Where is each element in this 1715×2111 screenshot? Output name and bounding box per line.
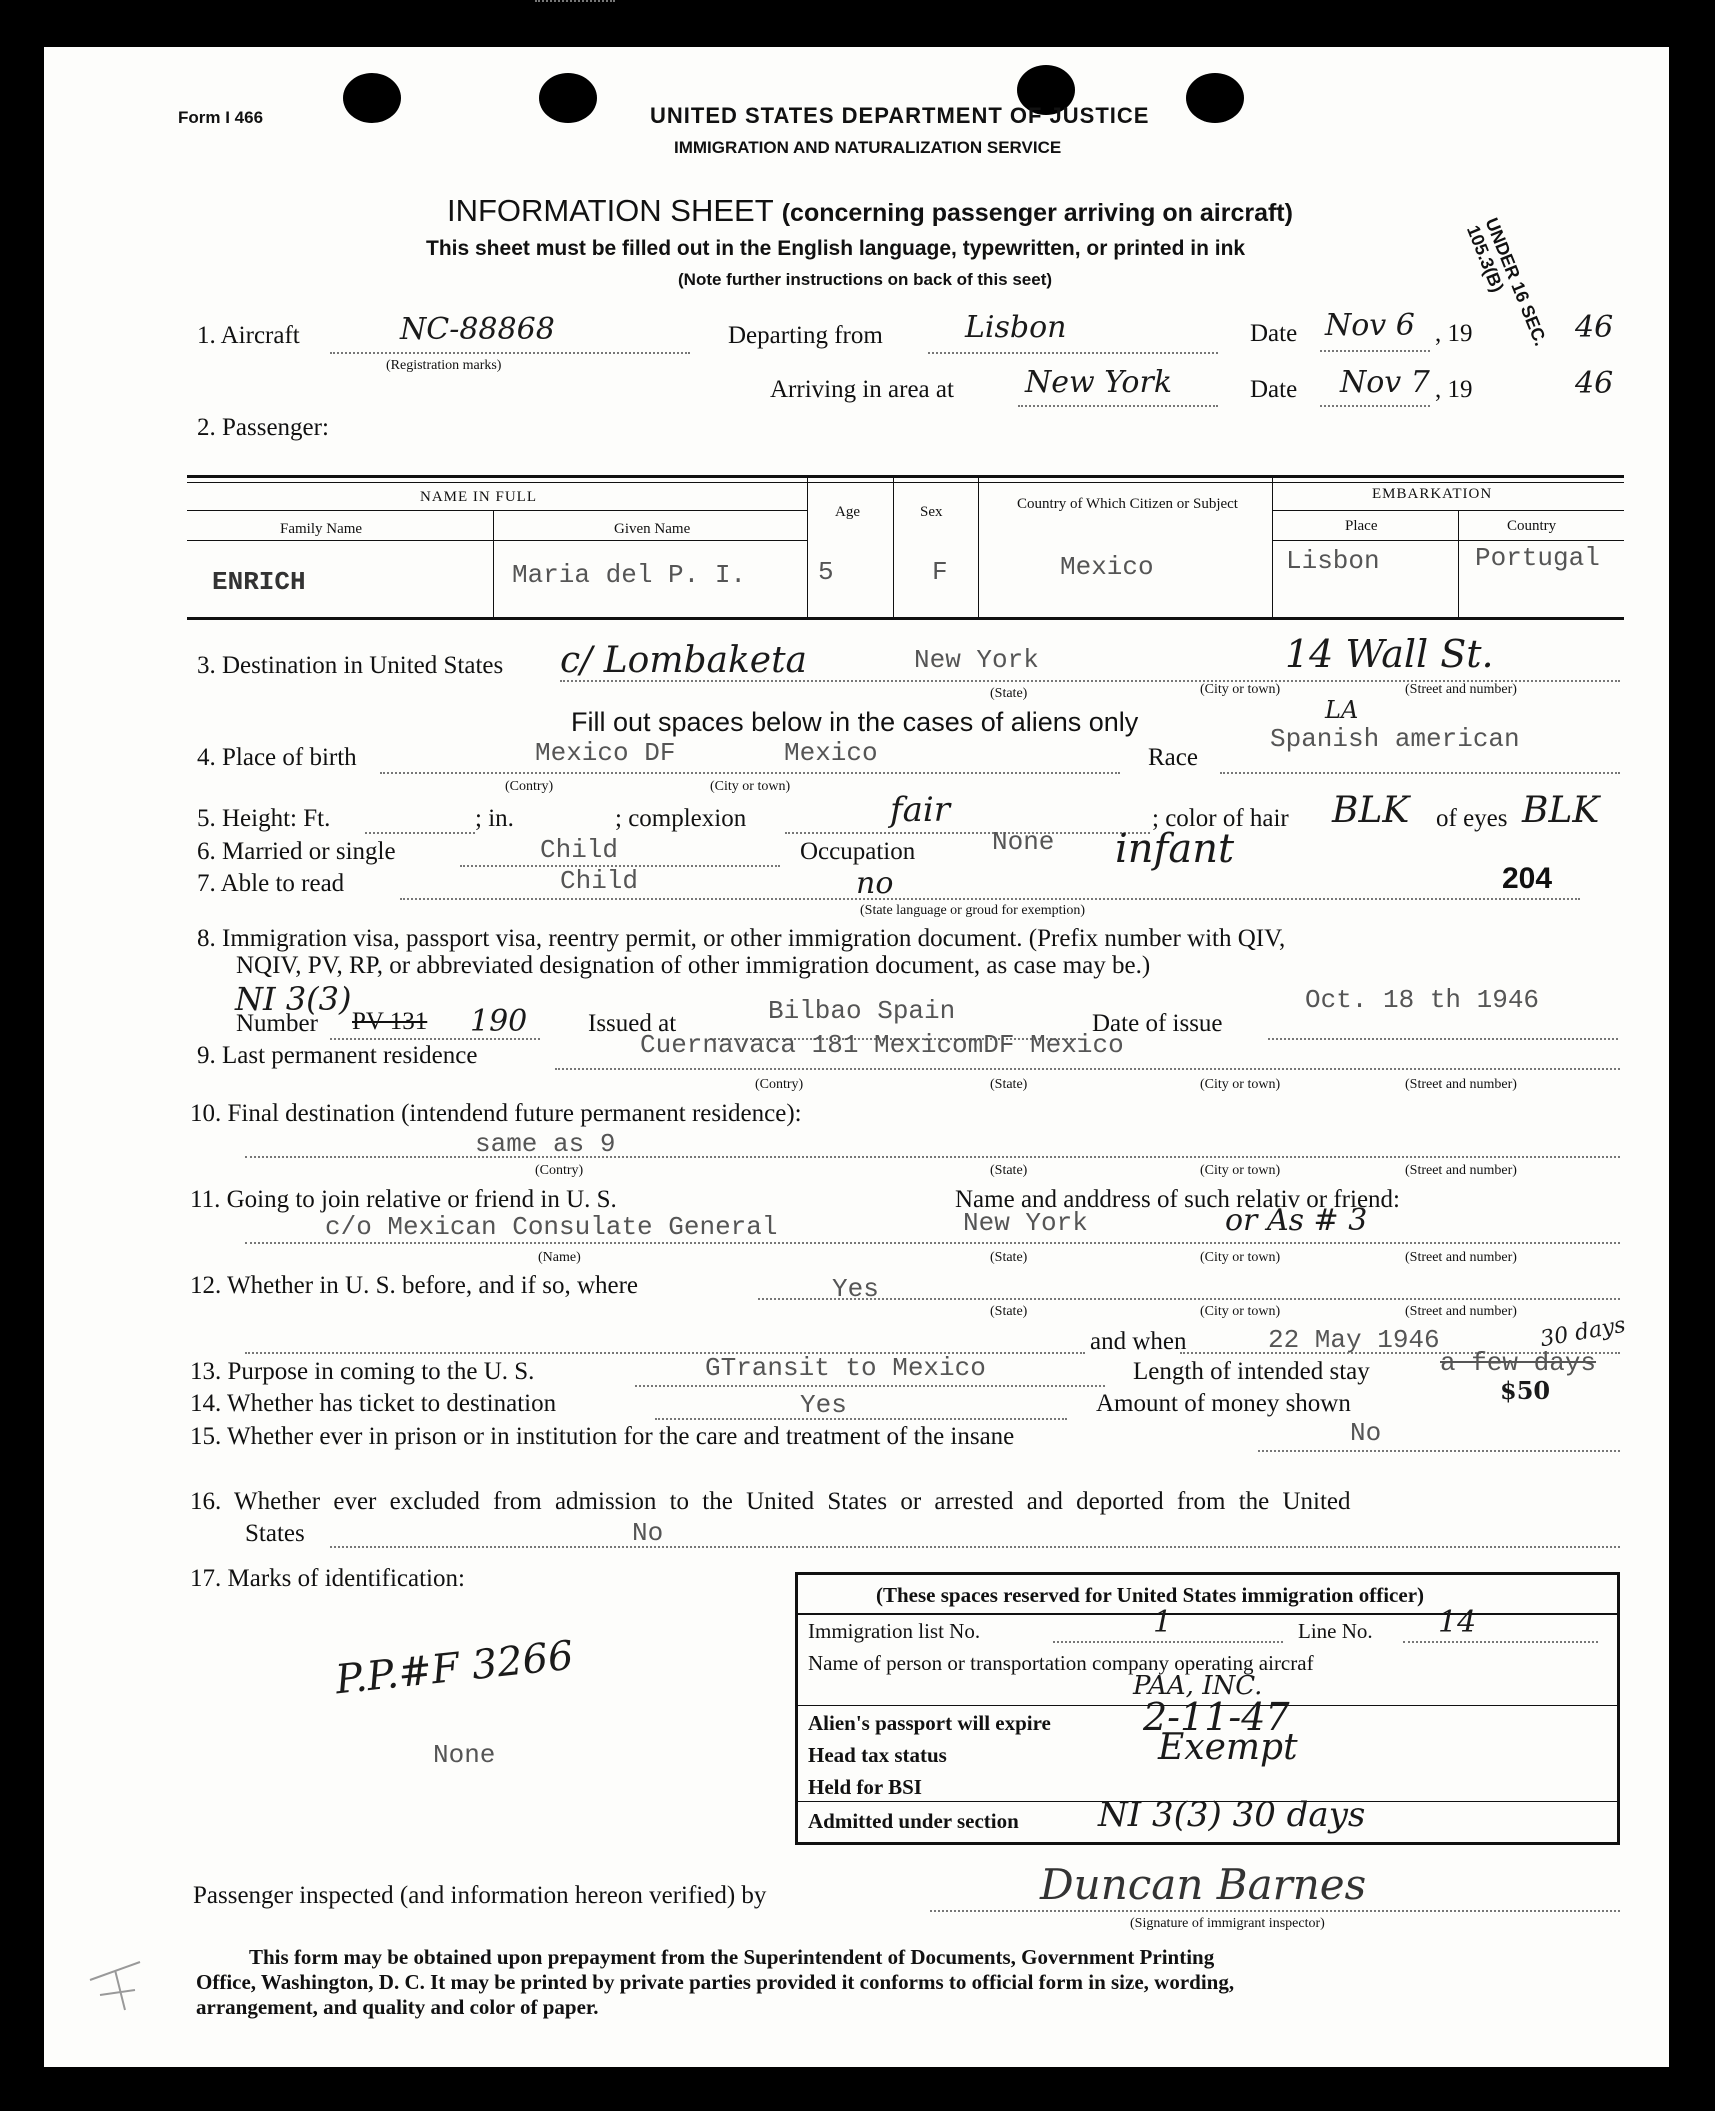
dest-cap-city: (City or town): [1200, 682, 1281, 697]
race-label: Race: [1148, 744, 1198, 771]
title-main: INFORMATION SHEET: [447, 193, 774, 228]
ticket-line: [655, 1418, 1067, 1420]
final-dest-line: [245, 1156, 1620, 1158]
read-hand: no: [856, 866, 894, 901]
issued-at-value: Bilbao Spain: [768, 996, 956, 1026]
visa-label-1: 8. Immigration visa, passport visa, reentry permit, or other immigration document. (Prefix number with QIV,: [197, 925, 1286, 952]
birthplace-label: 4. Place of birth: [197, 744, 357, 771]
race-hand: LA: [1325, 696, 1359, 724]
admitted-section-value: NI 3(3) 30 days: [1098, 1795, 1366, 1835]
ticket-value: Yes: [800, 1390, 847, 1420]
join-cap-city: (City or town): [1200, 1250, 1281, 1265]
join-cap-state: (State): [990, 1250, 1028, 1265]
depart-date-label: Date: [1250, 320, 1298, 347]
fd-cap-state: (State): [990, 1163, 1028, 1178]
officer-box-title: (These spaces reserved for United States immigration officer): [876, 1583, 1425, 1607]
destination-label: 3. Destination in United States: [197, 652, 504, 679]
aircraft-value: NC-88868: [400, 312, 555, 347]
fd-cap-street: (Street and number): [1405, 1163, 1517, 1178]
passport-expire-label: Alien's passport will expire: [808, 1711, 1051, 1735]
final-dest-value: same as 9: [475, 1129, 616, 1159]
title-sub: (concerning passenger arriving on aircraft): [781, 199, 1293, 227]
residence-value: Cuernavaca 181 MexicomDF Mexico: [640, 1030, 1124, 1060]
depart-date-line: [1320, 350, 1430, 352]
final-dest-label: 10. Final destination (intendend future permanent residence):: [190, 1100, 802, 1127]
res-cap-state: (State): [990, 1077, 1028, 1092]
footer-line-2: Office, Washington, D. C. It may be printed by private parties provided it conforms to official form in size, wording,: [196, 1970, 1235, 1994]
race-value: Spanish american: [1270, 724, 1520, 754]
prison-line: [1258, 1450, 1620, 1452]
departing-value: Lisbon: [965, 310, 1067, 345]
stay-label: Length of intended stay: [1133, 1358, 1370, 1385]
stamp-under-16: UNDER 16 SEC. 105.3(B): [1462, 215, 1551, 349]
visa-number-struck: PV 131: [352, 1008, 428, 1035]
th-name-in-full: NAME IN FULL: [420, 489, 537, 505]
height-ft-line: [365, 832, 475, 834]
visa-number-hand: 190: [470, 1004, 528, 1039]
form-title: [447, 193, 1293, 229]
footer-line-3: arrangement, and quality and color of paper.: [196, 1995, 599, 2019]
fd-cap-city: (City or town): [1200, 1163, 1281, 1178]
occupation-label: Occupation: [800, 838, 916, 865]
issued-at-label: Issued at: [588, 1010, 677, 1037]
purpose-line: [635, 1385, 1105, 1387]
before-cap-city: (City or town): [1200, 1304, 1281, 1319]
signature-line: [930, 1910, 1620, 1912]
issue-date-label: Date of issue: [1092, 1010, 1223, 1037]
held-bsi-label: Held for BSI: [808, 1775, 922, 1799]
footer-line-1: This form may be obtained upon prepayment from the Superintendent of Documents, Government Printing: [249, 1945, 1215, 1969]
join-label-2: Name and anddress of such relativ or friend:: [955, 1186, 1400, 1213]
passenger-age: 5: [818, 557, 834, 587]
arriving-label: Arriving in area at: [770, 376, 954, 403]
table-header-rule: [187, 540, 807, 541]
read-caption: (State language or groud for exemption): [860, 903, 1086, 918]
instruction-note: (Note further instructions on back of this seet): [678, 270, 1053, 289]
operator-label: Name of person or transportation company operating aircraf: [808, 1651, 1314, 1675]
operator-value: PAA, INC.: [1133, 1671, 1263, 1701]
department-heading: UNITED STATES DEPARTMENT OF JUSTICE: [650, 103, 1150, 128]
race-line: [1220, 772, 1620, 774]
th-age: Age: [835, 504, 860, 520]
col-divider: [493, 510, 494, 620]
depart-year-prefix: , 19: [1435, 320, 1473, 347]
issue-date-line: [1268, 1038, 1618, 1040]
passenger-sex: F: [932, 557, 948, 587]
join-cap-street: (Street and number): [1405, 1250, 1517, 1265]
hair-value: BLK: [1332, 790, 1410, 831]
line-no-label: Line No.: [1298, 1619, 1373, 1643]
marks-value: None: [433, 1740, 496, 1770]
aliens-note: Fill out spaces below in the cases of aliens only: [571, 707, 1139, 737]
arrive-year-value: 46: [1575, 366, 1614, 401]
th-country: Country: [1507, 518, 1557, 534]
destination-city: New York: [914, 645, 1039, 675]
excluded-value: No: [632, 1518, 664, 1548]
table-top-rule: [187, 475, 1624, 478]
line-no-value: 14: [1438, 1605, 1477, 1640]
aircraft-line: [330, 352, 690, 354]
list-no-label: Immigration list No.: [808, 1619, 981, 1643]
embark-place: Lisbon: [1286, 546, 1380, 576]
embark-country: Portugal: [1475, 543, 1600, 573]
before-cap-state: (State): [990, 1304, 1028, 1319]
visa-label-2: NQIV, PV, RP, or abbreviated designation of other immigration document, as case may be.): [236, 952, 1151, 979]
residence-label: 9. Last permanent residence: [197, 1042, 478, 1069]
head-tax-label: Head tax status: [808, 1743, 947, 1767]
before-line: [758, 1298, 1620, 1300]
margin-pencil-mark: [80, 1950, 160, 2020]
purpose-value: GTransit to Mexico: [705, 1353, 986, 1383]
dest-cap-state: (State): [990, 686, 1028, 701]
departing-label: Departing from: [728, 322, 883, 349]
signature-caption: (Signature of immigrant inspector): [1130, 1916, 1325, 1931]
before-value: Yes: [832, 1274, 879, 1304]
birth-cap-city: (City or town): [710, 779, 791, 794]
destination-street: 14 Wall St.: [1285, 632, 1494, 676]
residence-line: [555, 1068, 1620, 1070]
table-name-rule: [187, 510, 807, 511]
hair-label: ; color of hair: [1152, 805, 1289, 832]
purpose-label: 13. Purpose in coming to the U. S.: [190, 1358, 535, 1385]
birth-cap-country: (Contry): [505, 779, 554, 794]
col-divider: [978, 478, 979, 620]
depart-date-value: Nov 6: [1325, 308, 1415, 343]
table-bottom-rule: [187, 617, 1624, 620]
arrive-date-value: Nov 7: [1340, 365, 1430, 400]
birth-country: Mexico DF: [535, 738, 676, 768]
col-divider: [1458, 510, 1459, 620]
join-name: c/o Mexican Consulate General: [325, 1212, 778, 1242]
read-label: 7. Able to read: [197, 870, 345, 897]
aircraft-label: 1. Aircraft: [197, 322, 300, 349]
th-place: Place: [1345, 518, 1378, 534]
depart-year-value: 46: [1575, 310, 1614, 345]
table-header-rule-right: [1272, 540, 1624, 541]
prison-value: No: [1350, 1418, 1382, 1448]
th-given-name: Given Name: [614, 521, 691, 537]
issue-date-value: Oct. 18 th 1946: [1305, 985, 1540, 1015]
punch-hole: [343, 73, 401, 123]
read-line: [400, 898, 1580, 900]
th-embarkation: EMBARKATION: [1372, 486, 1493, 502]
table-top-rule-2: [187, 482, 1624, 483]
before-cap-street: (Street and number): [1405, 1304, 1517, 1319]
arrive-date-line: [1320, 405, 1430, 407]
inspector-signature: Duncan Barnes: [1040, 1860, 1367, 1909]
col-divider: [1272, 478, 1273, 620]
res-cap-street: (Street and number): [1405, 1077, 1517, 1092]
line-no-line: [1403, 1641, 1598, 1643]
aircraft-caption: (Registration marks): [386, 358, 502, 373]
table-embark-rule: [1272, 510, 1624, 511]
th-sex: Sex: [920, 504, 943, 520]
inspected-label: Passenger inspected (and information hereon verified) by: [193, 1882, 767, 1909]
join-line: [245, 1242, 1620, 1244]
arriving-value: New York: [1025, 365, 1172, 400]
passport-expire-value: 2-11-47: [1143, 1695, 1290, 1739]
arrive-year-prefix: , 19: [1435, 376, 1473, 403]
read-value: Child: [560, 866, 639, 896]
officer-box: [795, 1572, 1620, 1845]
fd-cap-country: (Contry): [535, 1163, 584, 1178]
arrive-date-label: Date: [1250, 376, 1298, 403]
money-value: $50: [1500, 1376, 1551, 1405]
married-label: 6. Married or single: [197, 838, 396, 865]
destination-hand-name: c/ Lombaketa: [560, 640, 808, 681]
officer-box-title-rule: [798, 1613, 1617, 1615]
stay-value: a few days: [1440, 1348, 1597, 1378]
height-in-label: ; in.: [475, 805, 514, 832]
eyes-value: BLK: [1522, 790, 1600, 831]
number-stamp: 204: [1502, 862, 1553, 895]
passenger-family-name: ENRICH: [212, 567, 306, 597]
list-no-line: [1053, 1641, 1283, 1643]
money-label: Amount of money shown: [1096, 1390, 1351, 1417]
complexion-value: fair: [890, 790, 950, 830]
punch-hole: [539, 73, 597, 123]
passenger-given-name: Maria del P. I.: [512, 560, 747, 590]
birthplace-line: [380, 772, 1120, 774]
stay-hand: 30 days: [1538, 1312, 1628, 1353]
complexion-label: ; complexion: [615, 805, 747, 832]
col-divider: [807, 478, 808, 620]
height-in-line: [535, 0, 615, 2]
list-no-value: 1: [1153, 1605, 1173, 1640]
join-hand: or As # 3: [1225, 1203, 1368, 1238]
before-label: 12. Whether in U. S. before, and if so, where: [190, 1272, 639, 1299]
admitted-section-label: Admitted under section: [808, 1809, 1019, 1833]
occupation-value: None: [992, 827, 1055, 857]
form-number: Form I 466: [178, 108, 264, 127]
height-label: 5. Height: Ft.: [197, 805, 331, 832]
th-country-citizen: Country of Which Citizen or Subject: [1017, 496, 1238, 512]
join-city: New York: [963, 1208, 1088, 1238]
ticket-label: 14. Whether has ticket to destination: [190, 1390, 557, 1417]
dest-cap-street: (Street and number): [1405, 682, 1517, 697]
passenger-label: 2. Passenger:: [197, 414, 329, 441]
service-heading: IMMIGRATION AND NATURALIZATION SERVICE: [674, 138, 1062, 157]
head-tax-value: Exempt: [1158, 1727, 1298, 1768]
complexion-line: [785, 832, 1150, 834]
join-cap-name: (Name): [538, 1250, 581, 1265]
excluded-label-2: States: [245, 1520, 305, 1547]
married-value: Child: [540, 835, 619, 865]
eyes-label: of eyes: [1436, 805, 1508, 832]
instruction-text: This sheet must be filled out in the English language, typewritten, or printed in ink: [426, 237, 1246, 260]
excluded-line: [330, 1546, 1620, 1548]
excluded-label-1: 16. Whether ever excluded from admission to the United States or arrested and deported from the United: [190, 1488, 1351, 1515]
join-label: 11. Going to join relative or friend in U. S.: [190, 1186, 617, 1213]
res-cap-country: (Contry): [755, 1077, 804, 1092]
punch-hole: [1186, 73, 1244, 123]
visa-hand-prefix: NI 3(3): [235, 980, 352, 1018]
occupation-hand: infant: [1115, 826, 1235, 872]
marks-label: 17. Marks of identification:: [190, 1565, 465, 1592]
departing-line: [928, 352, 1218, 354]
passenger-citizen: Mexico: [1060, 552, 1154, 582]
col-divider: [893, 478, 894, 620]
birth-city: Mexico: [784, 738, 878, 768]
arriving-line: [1018, 405, 1218, 407]
when-value: 22 May 1946: [1268, 1325, 1440, 1355]
prison-label: 15. Whether ever in prison or in institution for the care and treatment of the insane: [190, 1423, 1015, 1450]
when-label: and when: [1090, 1328, 1187, 1355]
res-cap-city: (City or town): [1200, 1077, 1281, 1092]
visa-number-label: Number: [236, 1010, 318, 1037]
th-family-name: Family Name: [280, 521, 363, 537]
marks-hand: P.P.#F 3266: [333, 1632, 576, 1704]
